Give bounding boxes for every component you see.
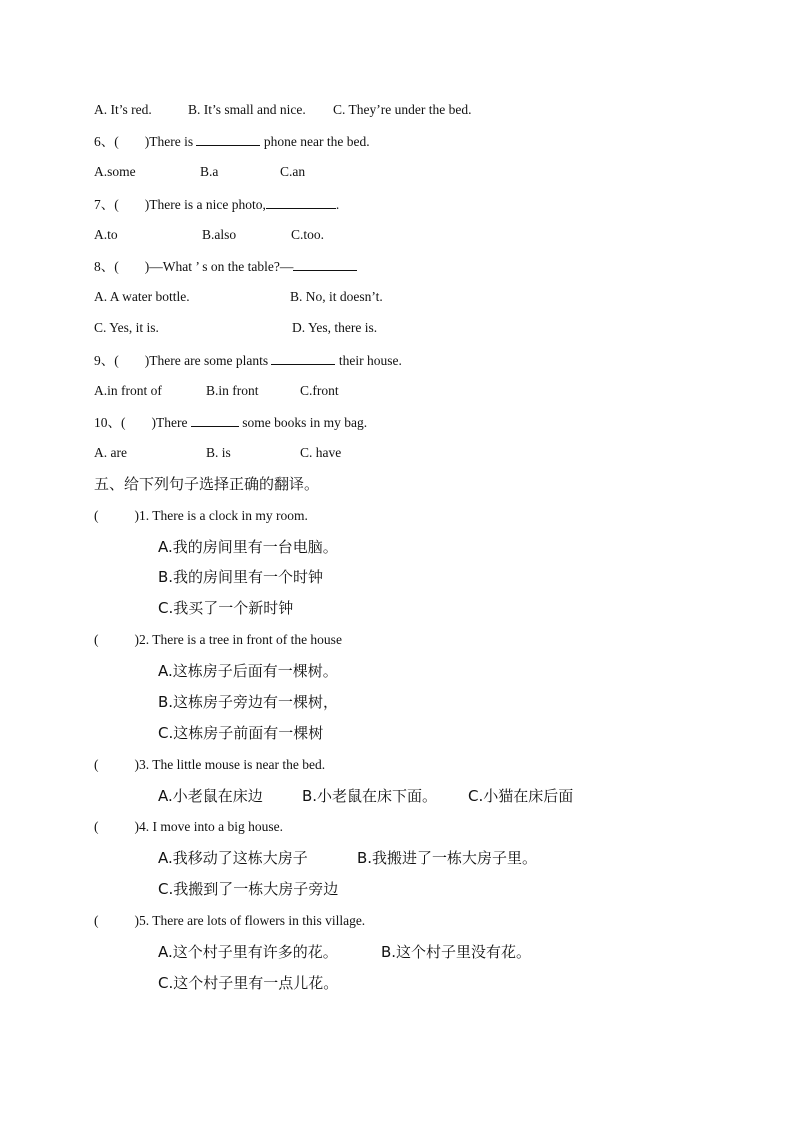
s5-item-1-option-c: C.我买了一个新时钟 xyxy=(158,599,294,617)
q10-option-a: A. are xyxy=(94,445,127,460)
s5-item-5-option-c: C.这个村子里有一点儿花。 xyxy=(158,974,339,992)
q6-answer-blank[interactable] xyxy=(196,132,260,146)
q8-stem: 8、( )—What ’ s on the table?— xyxy=(94,257,357,276)
q8-option-a: A. A water bottle. xyxy=(94,289,190,304)
q6-stem: 6、( )There is phone near the bed. xyxy=(94,134,370,149)
s5-item-1-prompt: ( )1. There is a clock in my room. xyxy=(94,508,308,523)
q8-answer-blank[interactable] xyxy=(293,257,357,271)
section-5-heading: 五、给下列句子选择正确的翻译。 xyxy=(94,475,320,493)
s5-item-5-option-a: A.这个村子里有许多的花。 xyxy=(158,943,338,961)
q5-option-c: C. They’re under the bed. xyxy=(333,102,472,117)
s5-item-4-option-a: A.我移动了这栋大房子 xyxy=(158,849,308,867)
q10-option-b: B. is xyxy=(206,445,231,460)
q9-stem: 9、( )There are some plants their house. xyxy=(94,353,402,368)
q7-answer-blank[interactable] xyxy=(266,195,336,209)
q7-stem: 7、( )There is a nice photo, . xyxy=(94,197,340,212)
s5-item-5-prompt: ( )5. There are lots of flowers in this village. xyxy=(94,913,366,928)
q9-answer-blank[interactable] xyxy=(271,351,335,365)
s5-item-4-option-c: C.我搬到了一栋大房子旁边 xyxy=(158,880,339,898)
s5-item-2-option-a: A.这栋房子后面有一棵树。 xyxy=(158,662,338,680)
s5-item-4-prompt: ( )4. I move into a big house. xyxy=(94,819,283,834)
s5-item-3-option-b: B.小老鼠在床下面。 xyxy=(302,787,438,805)
q7-option-a: A.to xyxy=(94,227,118,242)
q8-option-d: D. Yes, there is. xyxy=(292,320,378,335)
q9-option-b: B.in front xyxy=(206,383,259,398)
q10-stem: 10、( )There some books in my bag. xyxy=(94,415,368,430)
q8-option-c: C. Yes, it is. xyxy=(94,320,159,335)
s5-item-4-option-b: B.我搬进了一栋大房子里。 xyxy=(357,849,538,867)
q6-option-a: A.some xyxy=(94,164,136,179)
q9-option-c: C.front xyxy=(300,383,339,398)
q9-option-a: A.in front of xyxy=(94,383,162,398)
s5-item-5-option-b: B.这个村子里没有花。 xyxy=(381,943,532,961)
s5-item-3-option-a: A.小老鼠在床边 xyxy=(158,787,263,805)
q6-option-c: C.an xyxy=(280,164,306,179)
q7-option-c: C.too. xyxy=(291,227,325,242)
q8-option-b: B. No, it doesn’t. xyxy=(290,289,383,304)
s5-item-1-option-a: A.我的房间里有一台电脑。 xyxy=(158,538,338,556)
q5-option-a: A. It’s red. xyxy=(94,102,152,117)
q10-option-c: C. have xyxy=(300,445,342,460)
s5-item-3-option-c: C.小猫在床后面 xyxy=(468,787,574,805)
q7-option-b: B.also xyxy=(202,227,237,242)
q10-answer-blank[interactable] xyxy=(191,413,239,427)
q5-option-b: B. It’s small and nice. xyxy=(188,102,306,117)
s5-item-2-option-c: C.这栋房子前面有一棵树 xyxy=(158,724,324,742)
s5-item-1-option-b: B.我的房间里有一个时钟 xyxy=(158,568,324,586)
q6-option-b: B.a xyxy=(200,164,219,179)
s5-item-3-prompt: ( )3. The little mouse is near the bed. xyxy=(94,757,326,772)
s5-item-2-option-b: B.这栋房子旁边有一棵树， xyxy=(158,693,339,711)
s5-item-2-prompt: ( )2. There is a tree in front of the house xyxy=(94,632,342,647)
